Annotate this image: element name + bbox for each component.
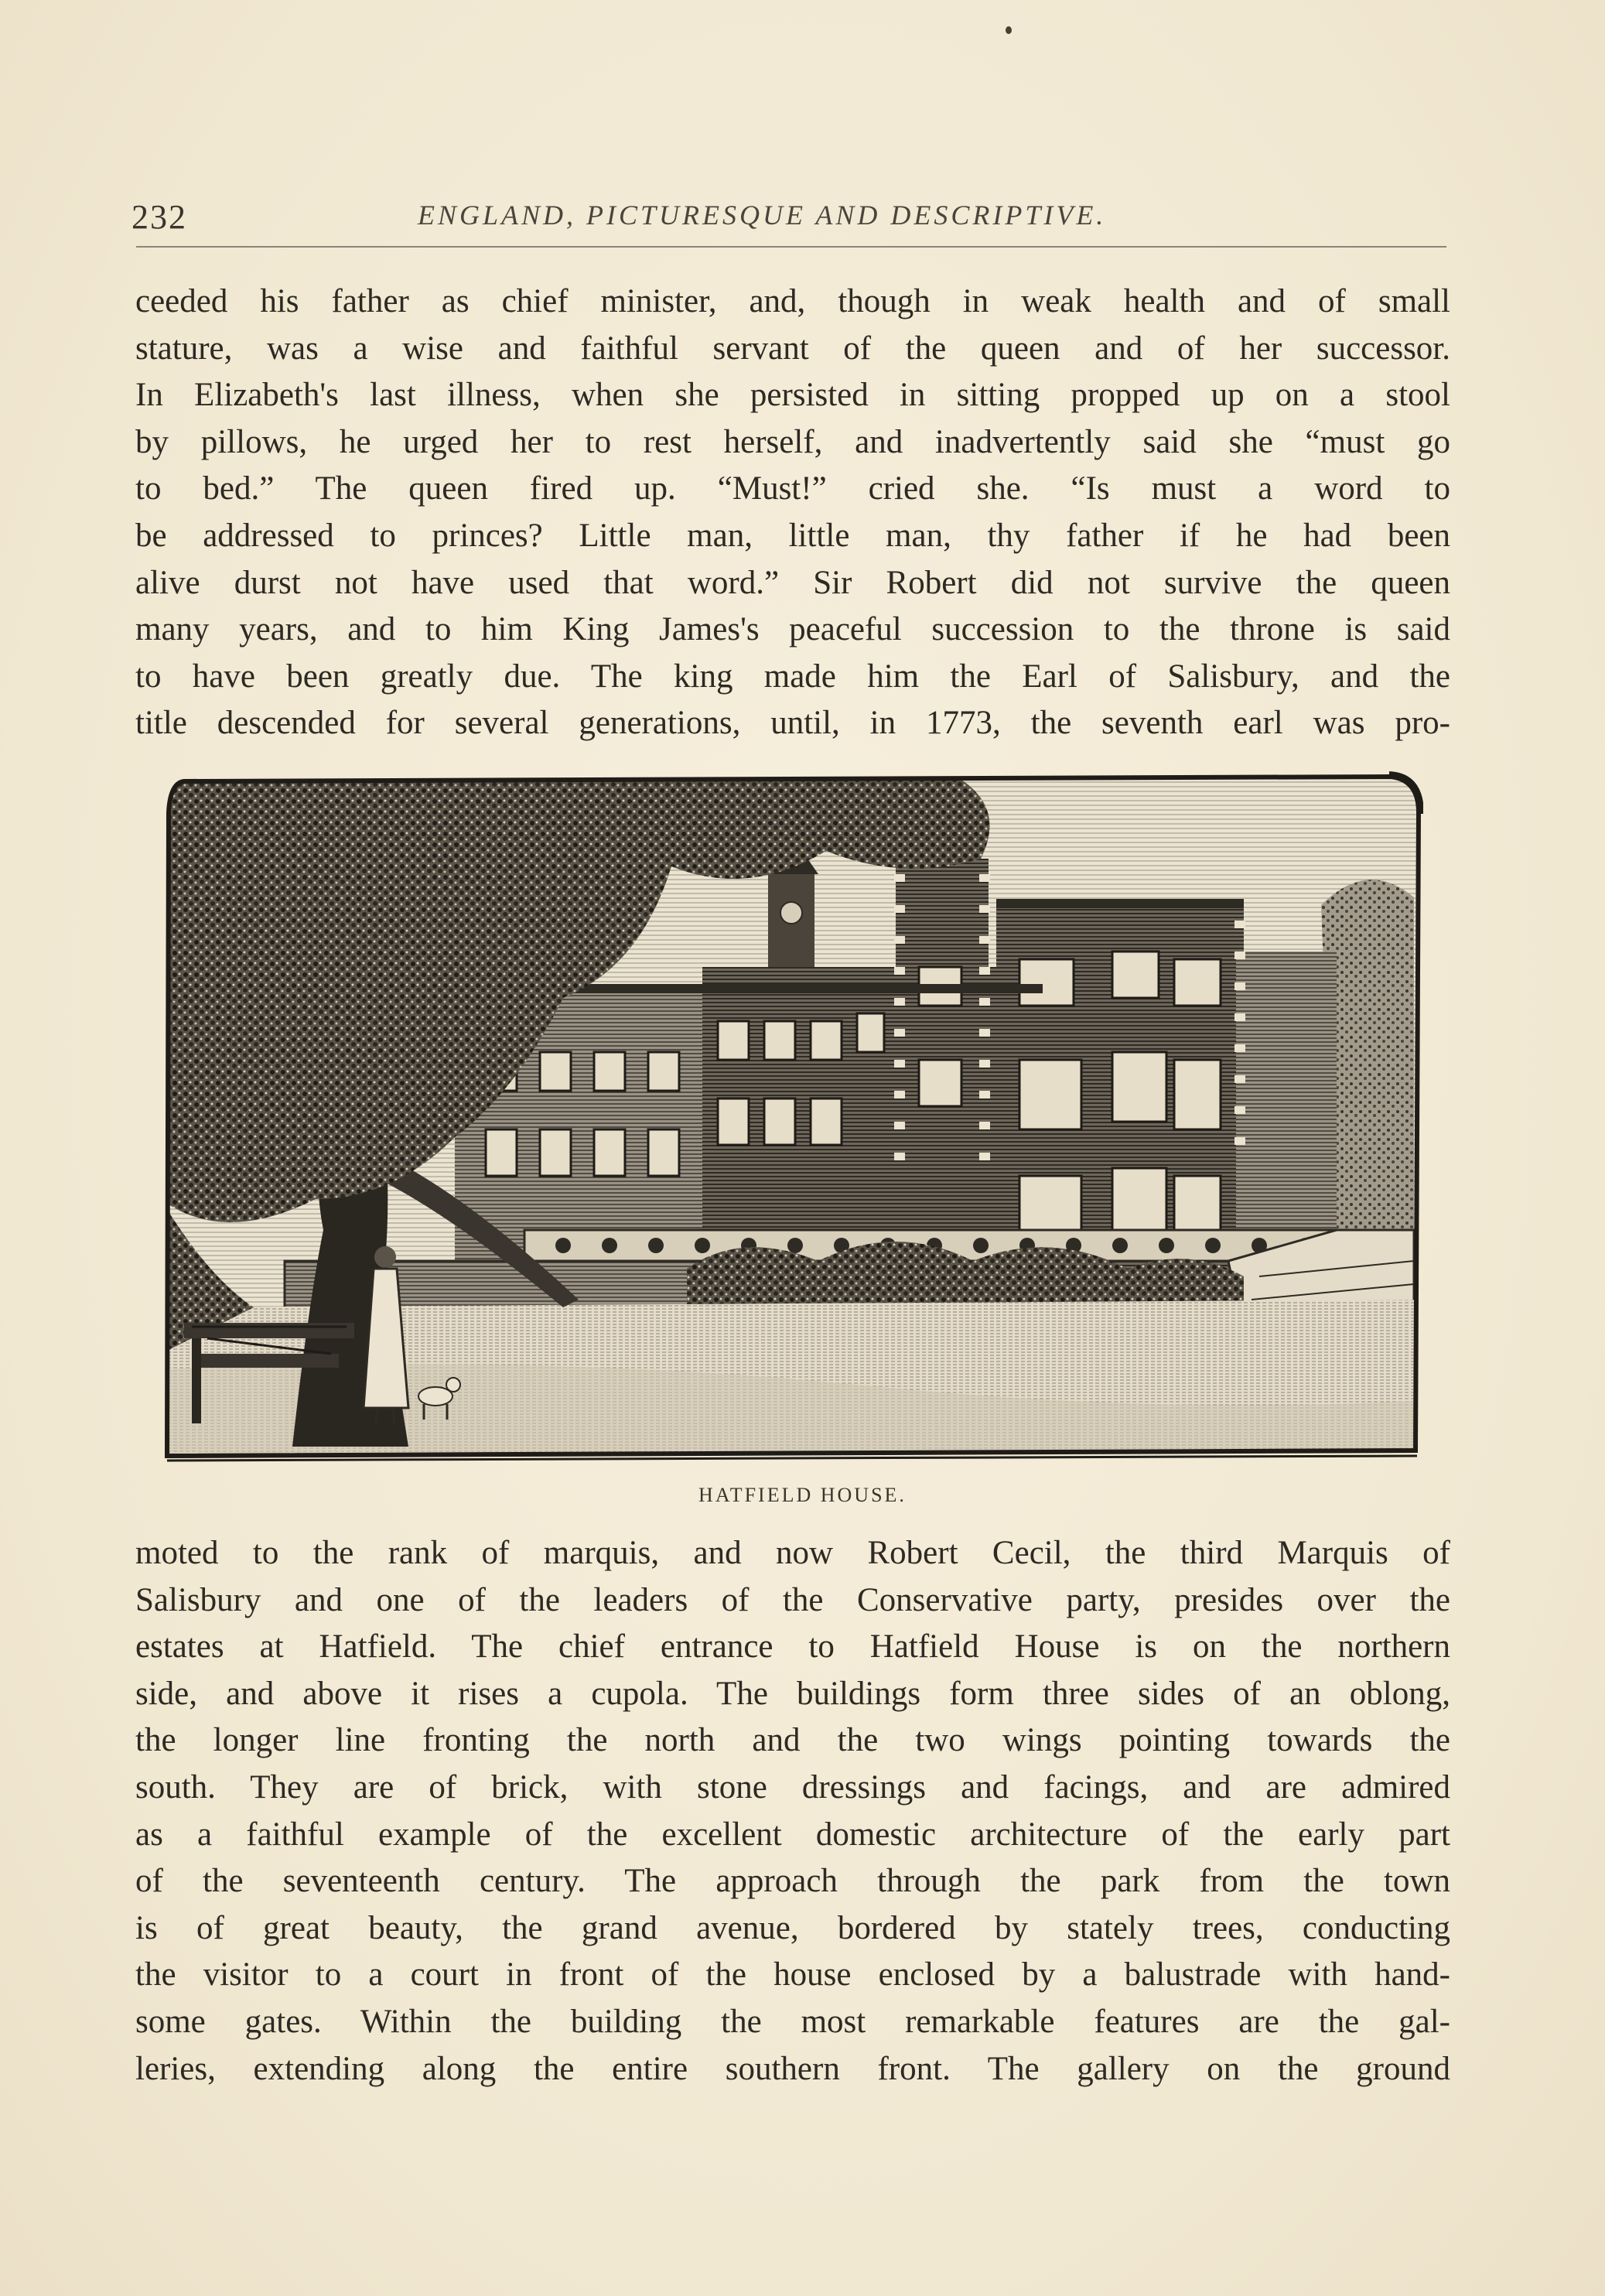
figure-caption: HATFIELD HOUSE. [698, 1484, 907, 1506]
text-line: stature, was a wise and faithful servant of the queen and of her successor. [135, 330, 1450, 367]
text-line: title descended for several generations, until, in 1773, the seventh earl was pro- [135, 705, 1450, 742]
text-line: south. They are of brick, with stone dressings and facings, and are admired [135, 1768, 1450, 1806]
text-line: moted to the rank of marquis, and now Robert Cecil, the third Marquis of [135, 1535, 1450, 1571]
text-line: as a faithful example of the excellent domestic architecture of the early part [135, 1816, 1450, 1853]
text-line: the longer line fronting the north and the two wings pointing towards the [135, 1722, 1450, 1759]
page-number: 232 [131, 198, 187, 236]
body-text-bottom [135, 1530, 1450, 2093]
running-head [131, 197, 1446, 236]
text-line: of the seventeenth century. The approach through the park from the town [135, 1863, 1450, 1900]
hatfield-house-engraving [161, 766, 1423, 1466]
text-line: many years, and to him King James's peaceful succession to the throne is said [135, 611, 1450, 648]
text-line: the visitor to a court in front of the house enclosed by a balustrade with hand- [135, 1956, 1450, 1994]
header-rule [136, 246, 1446, 248]
ink-speck [1006, 26, 1012, 34]
text-line: side, and above it rises a cupola. The buildings form three sides of an oblong, [135, 1675, 1450, 1712]
body-text-top [135, 278, 1450, 747]
text-line: In Elizabeth's last illness, when she persisted in sitting propped up on a stool [135, 377, 1450, 414]
running-title: ENGLAND, PICTURESQUE AND DESCRIPTIVE. [418, 200, 1107, 231]
text-line: estates at Hatfield. The chief entrance to Hatfield House is on the northern [135, 1628, 1450, 1666]
text-line: ceeded his father as chief minister, and, though in weak health and of small [135, 283, 1450, 319]
text-line: is of great beauty, the grand avenue, bordered by stately trees, conducting [135, 1909, 1450, 1946]
text-line: some gates. Within the building the most remarkable features are the gal- [135, 2003, 1450, 2040]
text-line: leries, extending along the entire southern front. The gallery on the ground [135, 2050, 1450, 2087]
text-line: to bed.” The queen fired up. “Must!” cried she. “Is must a word to [135, 470, 1450, 507]
text-line: by pillows, he urged her to rest herself, and inadvertently said she “must go [135, 423, 1450, 460]
text-line: alive durst not have used that word.” Sir Robert did not survive the queen [135, 564, 1450, 601]
text-line: Salisbury and one of the leaders of the Conservative party, presides over the [135, 1581, 1450, 1618]
text-line: to have been greatly due. The king made him the Earl of Salisbury, and the [135, 658, 1450, 695]
text-line: be addressed to princes? Little man, little man, thy father if he had been [135, 517, 1450, 554]
